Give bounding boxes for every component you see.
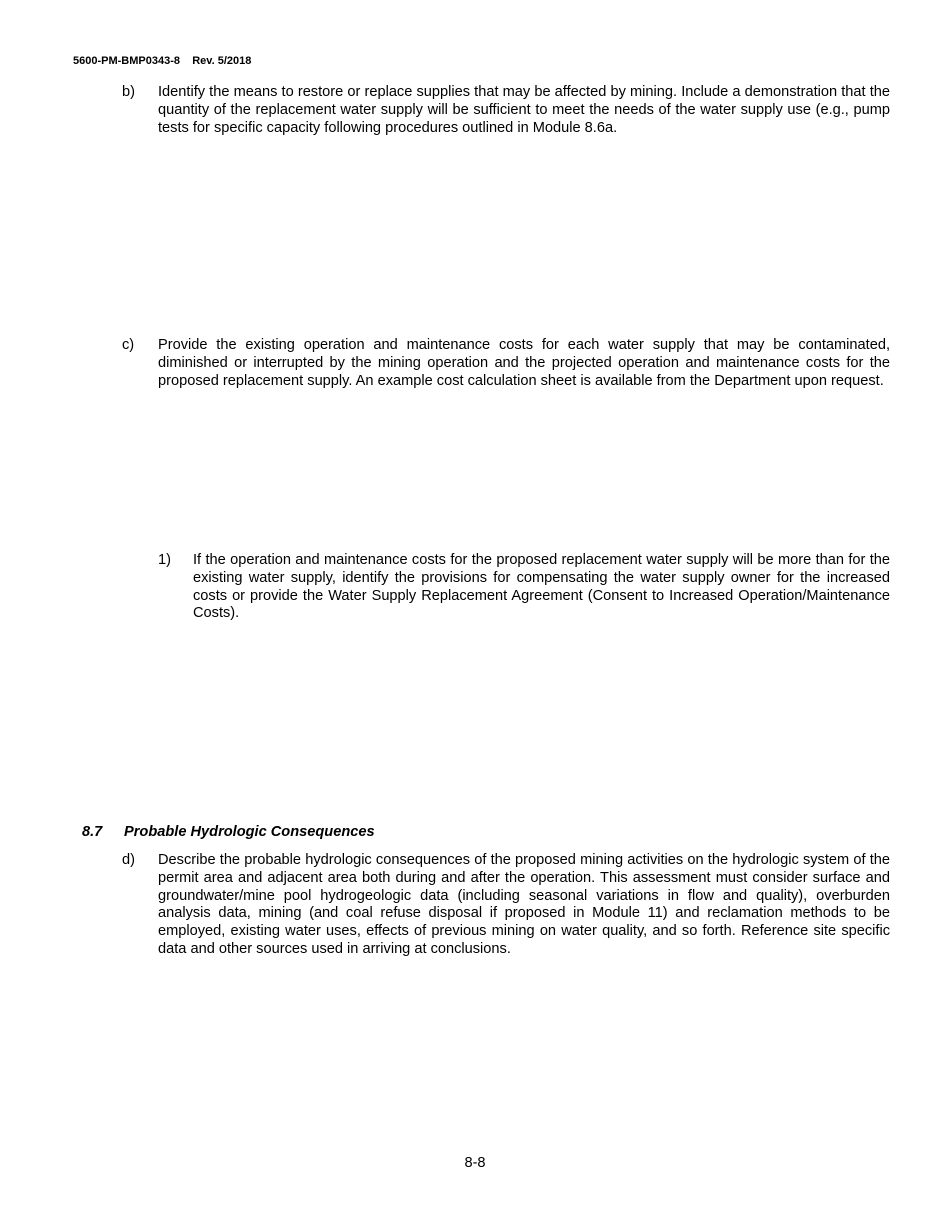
item-d-marker: d) [122,852,135,868]
section-number: 8.7 [82,824,103,840]
item-c-text: Provide the existing operation and maintenance costs for each water supply that may be contaminated, diminished or interrupted by the mining operation and the projected operation and maintenance costs for the proposed replacement supply. An example cost calculation sheet is available from the Department upon request. [158,337,890,389]
item-c-1-marker: 1) [158,552,171,568]
item-b-marker: b) [122,84,135,100]
form-header [73,55,251,67]
form-number: 5600-PM-BMP0343-8 [73,55,180,67]
item-c-marker: c) [122,337,135,353]
section-title: Probable Hydrologic Consequences [124,824,375,840]
page-number: 8-8 [464,1155,486,1171]
item-d-text: Describe the probable hydrologic consequences of the proposed mining activities on the hydrologic system of the permit area and adjacent area both during and after the operation. This assessment must consider surface and groundwater/mine pool hydrogeologic data (including seasonal variations in flow and quality), overburden analysis data, mining (and coal refuse disposal if proposed in Module 11) and reclamation methods to be employed, existing water uses, effects of previous mining on water quality, and so forth. Reference site specific data and other sources used in arriving at conclusions. [158,852,890,957]
form-revision: Rev. 5/2018 [192,55,252,67]
item-b-text: Identify the means to restore or replace supplies that may be affected by mining. Include a demonstration that the quantity of the replacement water supply will be sufficient to meet the needs of the water supply use (e.g., pump tests for specific capacity following procedures outlined in Module 8.6a. [158,84,890,136]
item-c-1-text: If the operation and maintenance costs for the proposed replacement water supply will be more than for the existing water supply, identify the provisions for compensating the water supply owner for the increased costs or provide the Water Supply Replacement Agreement (Consent to Increased Operation/Maintenance Costs). [193,552,890,622]
